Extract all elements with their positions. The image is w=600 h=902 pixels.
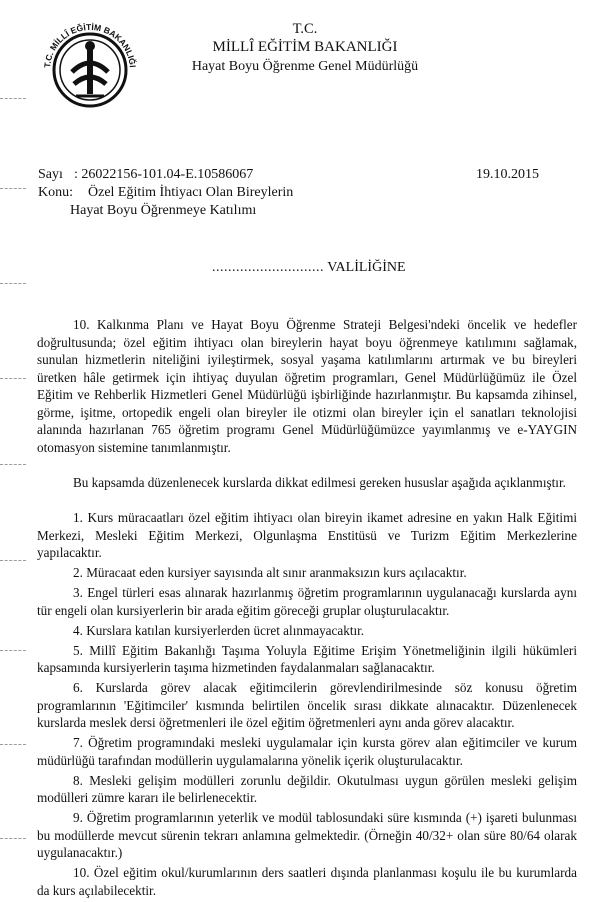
header-ministry: MİLLÎ EĞİTİM BAKANLIĞI — [212, 39, 398, 55]
sayi-value: : 26022156-101.04-E.10586067 — [74, 167, 254, 182]
numbered-list — [37, 509, 577, 902]
margin-mark — [0, 744, 26, 745]
list-item: 10. Özel eğitim okul/kurumlarının ders saatleri dışında planlanması koşulu ile bu kurumlarda da kurs açılabilecektir. — [37, 865, 577, 898]
list-item: 5. Millî Eğitim Bakanlığı Taşıma Yoluyla Eğitime Erişim Yönetmeliğinin ilgili hükümleri kapsamında kursiyerlerin taşıma hizmetinden faydalanmaları sağlanacaktır. — [37, 642, 577, 675]
konu-label: Konu: — [38, 185, 73, 200]
margin-mark — [0, 98, 26, 99]
konu-line-2: Hayat Boyu Öğrenmeye Katılımı — [70, 203, 257, 218]
margin-mark — [0, 650, 26, 651]
paragraph-2: Bu kapsamda düzenlenecek kurslarda dikkat edilmesi gereken hususlar aşağıda açıklanmıştır. — [73, 475, 566, 490]
margin-mark — [0, 378, 26, 379]
list-item: 2. Müracaat eden kursiyer sayısında alt sınır aranmaksızın kurs açılacaktır. — [73, 565, 467, 580]
list-item: 6. Kurslarda görev alacak eğitimcilerin görevlendirilmesinde söz konusu öğretim programlarının 'Eğitimciler' kısmında belirtilen öncelik sırası dikkate alınacaktır. Düzenlenecek kurslarda meslek dersi öğretmenleri ile özel eğitim öğretmenleri aynı anda görev alacaktır. — [37, 680, 577, 730]
addressee — [212, 260, 406, 276]
margin-mark — [0, 838, 26, 839]
ministry-logo-icon — [36, 14, 144, 112]
logo-ring-text: T.C. MİLLÎ EĞİTİM BAKANLIĞI — [42, 21, 138, 69]
addressee-dots: ............................ — [212, 260, 324, 275]
list-item: 4. Kurslara katılan kursiyerlerden ücret alınmayacaktır. — [73, 622, 365, 638]
list-item: 1. Kurs müracaatları özel eğitim ihtiyacı olan bireyin ikamet adresine en yakın Halk Eğitimi Merkezi, Mesleki Eğitim Merkezi, Olgunlaşma Enstitüsü ve Turizm Eğitim Merkezlerine yapılacaktır. — [37, 510, 577, 560]
sayi-label: Sayı — [38, 167, 63, 182]
paragraph-scope — [37, 474, 577, 492]
paragraph-intro — [37, 316, 577, 456]
list-item: 8. Mesleki gelişim modülleri zorunlu değildir. Okutulması uygun görülen mesleki gelişim modülleri zümre kararı ile belirlenecektir. — [37, 772, 577, 805]
addressee-label: VALİLİĞİNE — [327, 260, 406, 275]
header-tc: T.C. — [292, 21, 318, 37]
list-item: 7. Öğretim programındaki mesleki uygulamalar için kursta görev alan eğitimciler ve kurum müdürlüğü tarafından modüllerin uygulamalarına yönelik içerik oluşturulacaktır. — [37, 735, 577, 768]
konu-line-1: Özel Eğitim İhtiyacı Olan Bireylerin — [88, 185, 294, 200]
margin-mark — [0, 560, 26, 561]
list-item: 3. Engel türleri esas alınarak hazırlanmış öğretim programlarının uygulanacağı kurslarda aynı tür engeli olan kursiyerlerin bir arada eğitim göreceği gruplar oluşturulacaktır. — [37, 585, 577, 618]
header-directorate: Hayat Boyu Öğrenme Genel Müdürlüğü — [191, 59, 419, 74]
list-item: 9. Öğretim programlarının yeterlik ve modül tablosundaki süre kısmında (+) işareti bulunması bu modüllerde mevcut sürenin tekrarı anlamına gelmektedir. (Örneğin 40/32+ olan süre 80/64 olarak uygulanacaktır.) — [37, 810, 577, 860]
paragraph-1: 10. Kalkınma Planı ve Hayat Boyu Öğrenme Strateji Belgesi'ndeki öncelik ve hedefler doğrultusunda; özel eğitim ihtiyacı olan bireylerin hayat boyu öğrenmeye katılımını sağlamak, sunulan hizmetlerin niteliğini iyileştirmek, sosyal yaşama katılımlarını artırmak ve bu bireyleri üretken hâle getirmek için ihtiyaç duyulan öğretim programları, Genel Müdürlüğümüz ile Özel Eğitim ve Rehberlik Hizmetleri Genel Müdürlüğü işbirliğinde hazırlanmıştır. Bu kapsamda zihinsel, görme, işitme, ortopedik engeli olan bireyler ile otizmi olan bireyler için el sanatları teknolojisi alanında hazırlanan 765 öğretim programı Genel Müdürlüğümüzce yayımlanmış ve e-YAYGIN otomasyon sistemine tanımlanmıştır. — [37, 317, 577, 455]
margin-mark — [0, 283, 26, 284]
margin-mark — [0, 188, 26, 189]
margin-mark — [0, 464, 26, 465]
document-date: 19.10.2015 — [476, 167, 539, 182]
